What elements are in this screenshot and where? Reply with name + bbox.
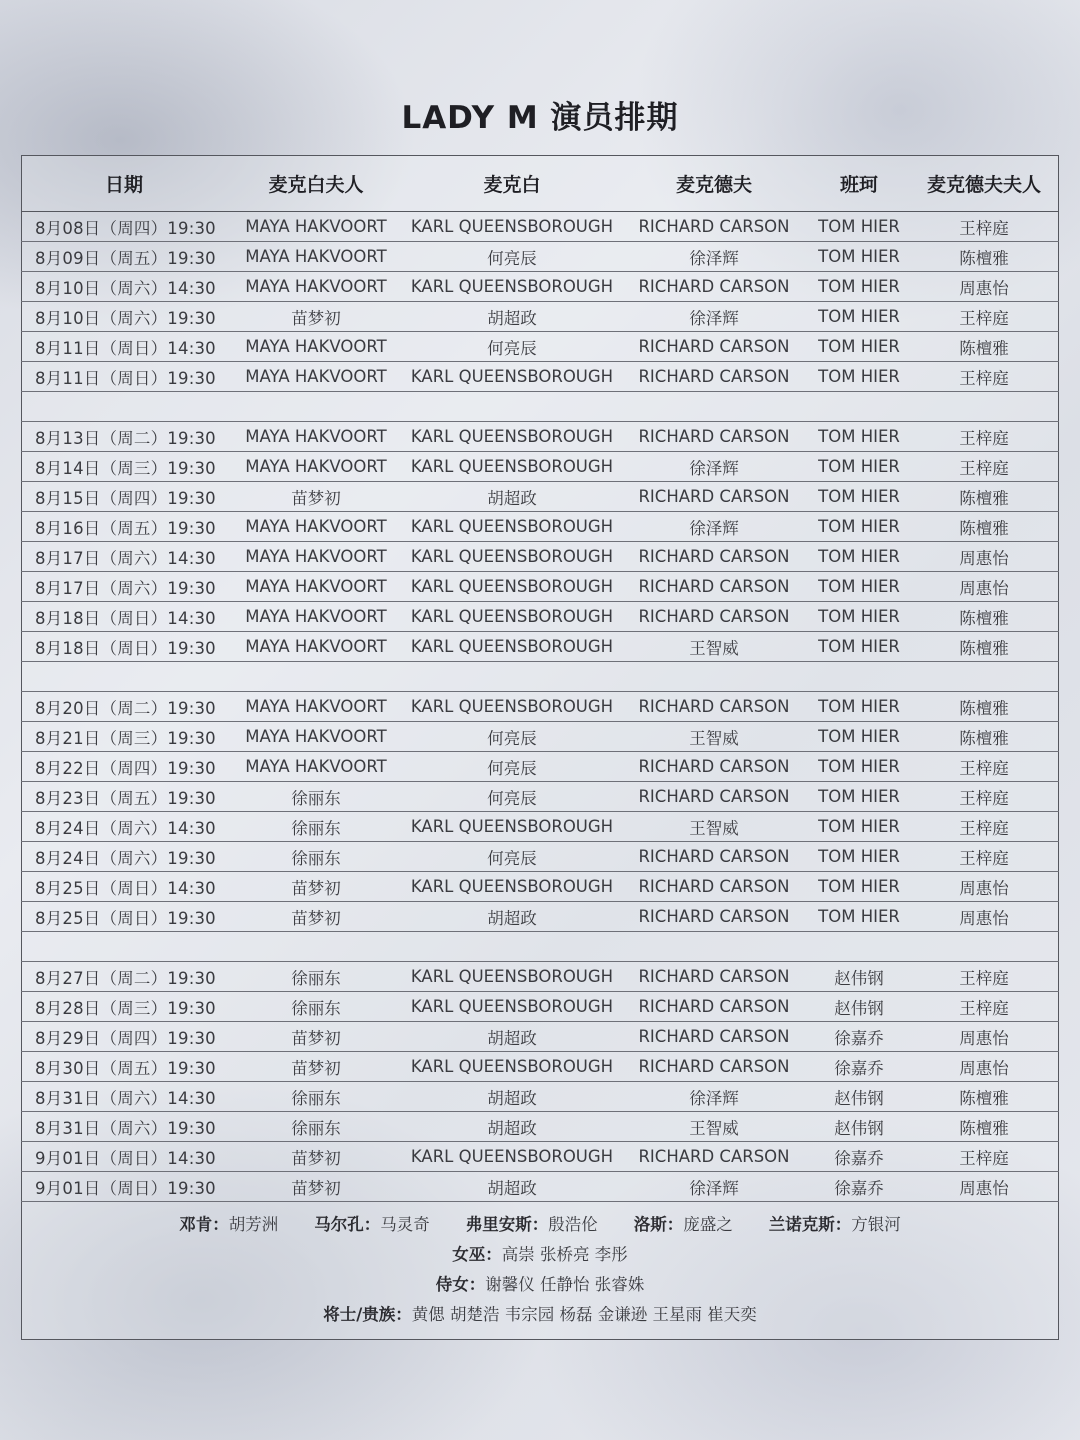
cell-macbeth: KARL QUEENSBOROUGH <box>405 422 619 452</box>
table-row <box>21 1112 1059 1142</box>
cell-macbeth: KARL QUEENSBOROUGH <box>405 992 619 1022</box>
cell-date: 8月25日（周日）14:30 <box>21 872 227 902</box>
cell-banquo: TOM HIER <box>809 302 909 332</box>
cell-date: 9月01日（周日）19:30 <box>21 1172 227 1202</box>
cell-macbeth: KARL QUEENSBOROUGH <box>405 212 619 242</box>
cell-banquo: TOM HIER <box>809 482 909 512</box>
cell-lady-macbeth: MAYA HAKVOORT <box>227 632 405 662</box>
cell-lady-macbeth: 苗梦初 <box>227 1052 405 1082</box>
cell-lady-macbeth: 苗梦初 <box>227 872 405 902</box>
cell-lady-macbeth: 苗梦初 <box>227 1022 405 1052</box>
cell-lady-macbeth: 徐丽东 <box>227 1082 405 1112</box>
table-row <box>21 992 1059 1022</box>
cell-macbeth: KARL QUEENSBOROUGH <box>405 272 619 302</box>
cell-macduff: RICHARD CARSON <box>619 362 809 392</box>
cell-lady-macbeth: MAYA HAKVOORT <box>227 212 405 242</box>
cell-lady-macduff: 周惠怡 <box>909 1052 1059 1082</box>
cast-role: 将士/贵族： <box>323 1305 412 1324</box>
cell-macbeth: 胡超政 <box>405 1112 619 1142</box>
cell-date: 8月21日（周三）19:30 <box>21 722 227 752</box>
cell-lady-macbeth: MAYA HAKVOORT <box>227 602 405 632</box>
cell-lady-macduff: 王梓庭 <box>909 452 1059 482</box>
cell-macduff: 王智威 <box>619 812 809 842</box>
cell-lady-macduff: 王梓庭 <box>909 302 1059 332</box>
cell-lady-macduff: 王梓庭 <box>909 752 1059 782</box>
cast-role: 邓肯： <box>179 1215 229 1234</box>
table-row <box>21 902 1059 932</box>
table-row <box>21 872 1059 902</box>
cell-lady-macduff: 陈檀雅 <box>909 482 1059 512</box>
cell-macbeth: 胡超政 <box>405 902 619 932</box>
table-row <box>21 782 1059 812</box>
table-row <box>21 512 1059 542</box>
cell-lady-macduff: 陈檀雅 <box>909 722 1059 752</box>
cell-lady-macbeth: MAYA HAKVOORT <box>227 572 405 602</box>
cell-macbeth: KARL QUEENSBOROUGH <box>405 602 619 632</box>
cell-date: 8月17日（周六）19:30 <box>21 572 227 602</box>
cell-lady-macduff: 王梓庭 <box>909 992 1059 1022</box>
cell-lady-macduff: 陈檀雅 <box>909 512 1059 542</box>
cast-entry <box>179 1210 278 1240</box>
cell-banquo: TOM HIER <box>809 572 909 602</box>
cell-lady-macduff: 周惠怡 <box>909 872 1059 902</box>
cell-date: 8月27日（周二）19:30 <box>21 962 227 992</box>
cell-macbeth: KARL QUEENSBOROUGH <box>405 812 619 842</box>
week-separator-row <box>21 392 1059 422</box>
cell-macbeth: KARL QUEENSBOROUGH <box>405 1052 619 1082</box>
cell-date: 8月24日（周六）14:30 <box>21 812 227 842</box>
cell-macduff: 徐泽辉 <box>619 512 809 542</box>
cell-banquo: TOM HIER <box>809 752 909 782</box>
cell-macbeth: 胡超政 <box>405 1082 619 1112</box>
cell-banquo: 赵伟钢 <box>809 962 909 992</box>
table-row <box>21 572 1059 602</box>
cell-date: 8月13日（周二）19:30 <box>21 422 227 452</box>
cast-role: 洛斯： <box>633 1215 684 1234</box>
cell-lady-macduff: 陈檀雅 <box>909 1112 1059 1142</box>
cell-macbeth: KARL QUEENSBOROUGH <box>405 872 619 902</box>
cell-lady-macbeth: MAYA HAKVOORT <box>227 752 405 782</box>
cell-banquo: TOM HIER <box>809 452 909 482</box>
cell-lady-macbeth: 徐丽东 <box>227 842 405 872</box>
cell-macduff: 徐泽辉 <box>619 452 809 482</box>
cell-lady-macduff: 王梓庭 <box>909 962 1059 992</box>
table-row <box>21 1172 1059 1202</box>
cast-line <box>21 1210 1059 1240</box>
cell-macduff: RICHARD CARSON <box>619 272 809 302</box>
schedule-body <box>21 212 1059 1202</box>
cell-macbeth: KARL QUEENSBOROUGH <box>405 692 619 722</box>
cast-names: 胡芳洲 <box>228 1215 279 1234</box>
cell-lady-macduff: 王梓庭 <box>909 422 1059 452</box>
cell-banquo: TOM HIER <box>809 722 909 752</box>
table-row <box>21 332 1059 362</box>
cell-macbeth: KARL QUEENSBOROUGH <box>405 1142 619 1172</box>
cast-entry <box>634 1210 733 1240</box>
cell-macbeth: 何亮辰 <box>405 842 619 872</box>
cast-line <box>21 1240 1059 1270</box>
table-row <box>21 1142 1059 1172</box>
cell-banquo: TOM HIER <box>809 602 909 632</box>
cast-role: 兰诺克斯： <box>768 1215 852 1234</box>
cell-banquo: TOM HIER <box>809 422 909 452</box>
cast-entry <box>323 1300 757 1330</box>
cell-banquo: TOM HIER <box>809 632 909 662</box>
cell-macduff: RICHARD CARSON <box>619 902 809 932</box>
table-row <box>21 842 1059 872</box>
cell-date: 8月11日（周日）19:30 <box>21 362 227 392</box>
cell-date: 8月20日（周二）19:30 <box>21 692 227 722</box>
cell-lady-macduff: 陈檀雅 <box>909 332 1059 362</box>
cell-banquo: TOM HIER <box>809 692 909 722</box>
cell-lady-macbeth: 徐丽东 <box>227 992 405 1022</box>
header-date: 日期 <box>21 155 227 212</box>
cell-banquo: TOM HIER <box>809 332 909 362</box>
cell-macduff: RICHARD CARSON <box>619 962 809 992</box>
cell-macduff: RICHARD CARSON <box>619 332 809 362</box>
cast-role: 弗里安斯： <box>465 1215 549 1234</box>
table-row <box>21 272 1059 302</box>
cell-date: 8月31日（周六）19:30 <box>21 1112 227 1142</box>
cell-lady-macduff: 王梓庭 <box>909 782 1059 812</box>
cell-macbeth: 胡超政 <box>405 1172 619 1202</box>
cell-lady-macbeth: 苗梦初 <box>227 902 405 932</box>
header-row <box>21 155 1059 212</box>
cell-macduff: RICHARD CARSON <box>619 602 809 632</box>
cell-date: 8月28日（周三）19:30 <box>21 992 227 1022</box>
cell-macduff: RICHARD CARSON <box>619 1142 809 1172</box>
cell-lady-macduff: 王梓庭 <box>909 1142 1059 1172</box>
table-row <box>21 482 1059 512</box>
cell-banquo: 徐嘉乔 <box>809 1172 909 1202</box>
cell-date: 8月10日（周六）14:30 <box>21 272 227 302</box>
schedule-table <box>21 155 1059 1202</box>
cell-macduff: RICHARD CARSON <box>619 212 809 242</box>
cell-banquo: TOM HIER <box>809 542 909 572</box>
cell-macduff: 徐泽辉 <box>619 1082 809 1112</box>
table-row <box>21 1052 1059 1082</box>
cell-macduff: RICHARD CARSON <box>619 872 809 902</box>
header-macduff: 麦克德夫 <box>619 155 809 212</box>
cell-lady-macbeth: MAYA HAKVOORT <box>227 242 405 272</box>
cell-date: 8月15日（周四）19:30 <box>21 482 227 512</box>
cast-entry <box>452 1240 628 1270</box>
week-separator-row <box>21 932 1059 962</box>
cell-lady-macbeth: 徐丽东 <box>227 962 405 992</box>
week-separator <box>21 662 1059 692</box>
cell-macduff: RICHARD CARSON <box>619 842 809 872</box>
table-row <box>21 422 1059 452</box>
cell-macbeth: KARL QUEENSBOROUGH <box>405 512 619 542</box>
cast-names: 方银河 <box>851 1215 901 1234</box>
cell-lady-macbeth: MAYA HAKVOORT <box>227 542 405 572</box>
cell-banquo: TOM HIER <box>809 782 909 812</box>
cast-line <box>21 1270 1059 1300</box>
cell-macduff: 王智威 <box>619 632 809 662</box>
cell-lady-macbeth: 徐丽东 <box>227 782 405 812</box>
table-row <box>21 242 1059 272</box>
cell-lady-macbeth: MAYA HAKVOORT <box>227 422 405 452</box>
cast-names: 马灵奇 <box>380 1215 430 1234</box>
page-title: LADY M 演员排期 <box>401 100 679 136</box>
cast-entry <box>466 1210 598 1240</box>
cell-macbeth: 何亮辰 <box>405 332 619 362</box>
week-separator-row <box>21 662 1059 692</box>
cell-macduff: RICHARD CARSON <box>619 1022 809 1052</box>
cast-names: 庞盛之 <box>683 1215 733 1234</box>
cell-lady-macduff: 陈檀雅 <box>909 1082 1059 1112</box>
cast-role: 马尔孔： <box>314 1215 381 1234</box>
cell-date: 8月09日（周五）19:30 <box>21 242 227 272</box>
cell-date: 8月29日（周四）19:30 <box>21 1022 227 1052</box>
cell-date: 8月08日（周四）19:30 <box>21 212 227 242</box>
cell-macduff: 徐泽辉 <box>619 242 809 272</box>
cell-banquo: 徐嘉乔 <box>809 1022 909 1052</box>
cell-lady-macduff: 王梓庭 <box>909 812 1059 842</box>
cell-date: 8月22日（周四）19:30 <box>21 752 227 782</box>
cell-macduff: 徐泽辉 <box>619 302 809 332</box>
cell-date: 8月17日（周六）14:30 <box>21 542 227 572</box>
cell-lady-macduff: 周惠怡 <box>909 902 1059 932</box>
cell-banquo: TOM HIER <box>809 902 909 932</box>
cell-macduff: RICHARD CARSON <box>619 422 809 452</box>
cell-macduff: RICHARD CARSON <box>619 692 809 722</box>
cell-date: 8月14日（周三）19:30 <box>21 452 227 482</box>
cell-lady-macbeth: 徐丽东 <box>227 1112 405 1142</box>
table-row <box>21 1022 1059 1052</box>
cell-macbeth: 胡超政 <box>405 482 619 512</box>
table-row <box>21 212 1059 242</box>
cell-lady-macduff: 王梓庭 <box>909 362 1059 392</box>
cell-lady-macbeth: MAYA HAKVOORT <box>227 332 405 362</box>
cell-macbeth: KARL QUEENSBOROUGH <box>405 962 619 992</box>
cell-date: 8月31日（周六）14:30 <box>21 1082 227 1112</box>
cell-lady-macbeth: MAYA HAKVOORT <box>227 272 405 302</box>
cell-lady-macbeth: MAYA HAKVOORT <box>227 722 405 752</box>
cell-date: 8月10日（周六）19:30 <box>21 302 227 332</box>
cell-macduff: RICHARD CARSON <box>619 992 809 1022</box>
header-lady-macbeth: 麦克白夫人 <box>227 155 405 212</box>
cell-banquo: TOM HIER <box>809 872 909 902</box>
week-separator <box>21 392 1059 422</box>
cell-macduff: 王智威 <box>619 1112 809 1142</box>
cell-date: 8月24日（周六）19:30 <box>21 842 227 872</box>
table-row <box>21 752 1059 782</box>
cell-lady-macduff: 王梓庭 <box>909 842 1059 872</box>
cell-macbeth: 何亮辰 <box>405 752 619 782</box>
cell-lady-macduff: 陈檀雅 <box>909 632 1059 662</box>
cell-lady-macduff: 周惠怡 <box>909 542 1059 572</box>
cell-macduff: RICHARD CARSON <box>619 752 809 782</box>
cell-lady-macbeth: 苗梦初 <box>227 302 405 332</box>
cell-banquo: 徐嘉乔 <box>809 1142 909 1172</box>
cast-entry <box>769 1210 901 1240</box>
cell-lady-macduff: 周惠怡 <box>909 1172 1059 1202</box>
cell-banquo: TOM HIER <box>809 242 909 272</box>
table-row <box>21 962 1059 992</box>
cell-macduff: RICHARD CARSON <box>619 1052 809 1082</box>
cell-lady-macbeth: MAYA HAKVOORT <box>227 362 405 392</box>
cell-macduff: RICHARD CARSON <box>619 542 809 572</box>
cell-lady-macbeth: 苗梦初 <box>227 1172 405 1202</box>
table-row <box>21 812 1059 842</box>
cell-lady-macduff: 陈檀雅 <box>909 692 1059 722</box>
cast-names: 黄偲 胡楚浩 韦宗园 杨磊 金谦逊 王星雨 崔天奕 <box>411 1305 757 1324</box>
cell-lady-macduff: 王梓庭 <box>909 212 1059 242</box>
cast-line <box>21 1300 1059 1330</box>
cell-macduff: RICHARD CARSON <box>619 572 809 602</box>
header-banquo: 班珂 <box>809 155 909 212</box>
header-macbeth: 麦克白 <box>405 155 619 212</box>
table-row <box>21 1082 1059 1112</box>
cast-role: 女巫： <box>452 1245 502 1264</box>
table-row <box>21 632 1059 662</box>
cell-banquo: 赵伟钢 <box>809 1112 909 1142</box>
cell-banquo: TOM HIER <box>809 842 909 872</box>
header-lady-macduff: 麦克德夫夫人 <box>909 155 1059 212</box>
cell-date: 8月23日（周五）19:30 <box>21 782 227 812</box>
table-row <box>21 542 1059 572</box>
cell-lady-macbeth: MAYA HAKVOORT <box>227 512 405 542</box>
cell-banquo: TOM HIER <box>809 362 909 392</box>
cell-macduff: 徐泽辉 <box>619 1172 809 1202</box>
cell-date: 8月11日（周日）14:30 <box>21 332 227 362</box>
cell-banquo: TOM HIER <box>809 212 909 242</box>
cell-date: 8月16日（周五）19:30 <box>21 512 227 542</box>
cell-macbeth: KARL QUEENSBOROUGH <box>405 572 619 602</box>
cast-role: 侍女： <box>435 1275 486 1294</box>
cell-macbeth: 胡超政 <box>405 302 619 332</box>
cell-macduff: RICHARD CARSON <box>619 782 809 812</box>
table-row <box>21 302 1059 332</box>
cell-lady-macduff: 陈檀雅 <box>909 602 1059 632</box>
cell-banquo: TOM HIER <box>809 512 909 542</box>
cell-macbeth: 何亮辰 <box>405 722 619 752</box>
cell-banquo: 赵伟钢 <box>809 992 909 1022</box>
cell-lady-macbeth: MAYA HAKVOORT <box>227 692 405 722</box>
cell-date: 8月30日（周五）19:30 <box>21 1052 227 1082</box>
cell-date: 9月01日（周日）14:30 <box>21 1142 227 1172</box>
cast-entry <box>314 1210 430 1240</box>
table-row <box>21 362 1059 392</box>
cell-lady-macbeth: 苗梦初 <box>227 482 405 512</box>
table-row <box>21 452 1059 482</box>
cell-date: 8月18日（周日）14:30 <box>21 602 227 632</box>
supporting-cast <box>21 1210 1059 1330</box>
table-row <box>21 722 1059 752</box>
cell-lady-macbeth: MAYA HAKVOORT <box>227 452 405 482</box>
week-separator <box>21 932 1059 962</box>
cast-entry <box>436 1270 645 1300</box>
table-row <box>21 602 1059 632</box>
cell-lady-macduff: 周惠怡 <box>909 1022 1059 1052</box>
table-row <box>21 692 1059 722</box>
cast-names: 谢馨仪 任静怡 张睿姝 <box>485 1275 645 1294</box>
cell-macbeth: KARL QUEENSBOROUGH <box>405 452 619 482</box>
cell-lady-macbeth: 徐丽东 <box>227 812 405 842</box>
cell-lady-macduff: 周惠怡 <box>909 272 1059 302</box>
cell-macbeth: 胡超政 <box>405 1022 619 1052</box>
cell-banquo: TOM HIER <box>809 272 909 302</box>
cell-macbeth: KARL QUEENSBOROUGH <box>405 362 619 392</box>
cell-macduff: RICHARD CARSON <box>619 482 809 512</box>
cell-macbeth: 何亮辰 <box>405 782 619 812</box>
cell-date: 8月18日（周日）19:30 <box>21 632 227 662</box>
cell-macbeth: 何亮辰 <box>405 242 619 272</box>
cell-banquo: 徐嘉乔 <box>809 1052 909 1082</box>
cast-names: 高崇 张桥亮 李彤 <box>501 1245 628 1264</box>
cell-macduff: 王智威 <box>619 722 809 752</box>
cell-lady-macbeth: 苗梦初 <box>227 1142 405 1172</box>
cell-macbeth: KARL QUEENSBOROUGH <box>405 542 619 572</box>
cell-banquo: 赵伟钢 <box>809 1082 909 1112</box>
cell-macbeth: KARL QUEENSBOROUGH <box>405 632 619 662</box>
cell-banquo: TOM HIER <box>809 812 909 842</box>
cell-date: 8月25日（周日）19:30 <box>21 902 227 932</box>
cell-lady-macduff: 周惠怡 <box>909 572 1059 602</box>
cell-lady-macduff: 陈檀雅 <box>909 242 1059 272</box>
cast-names: 殷浩伦 <box>548 1215 598 1234</box>
